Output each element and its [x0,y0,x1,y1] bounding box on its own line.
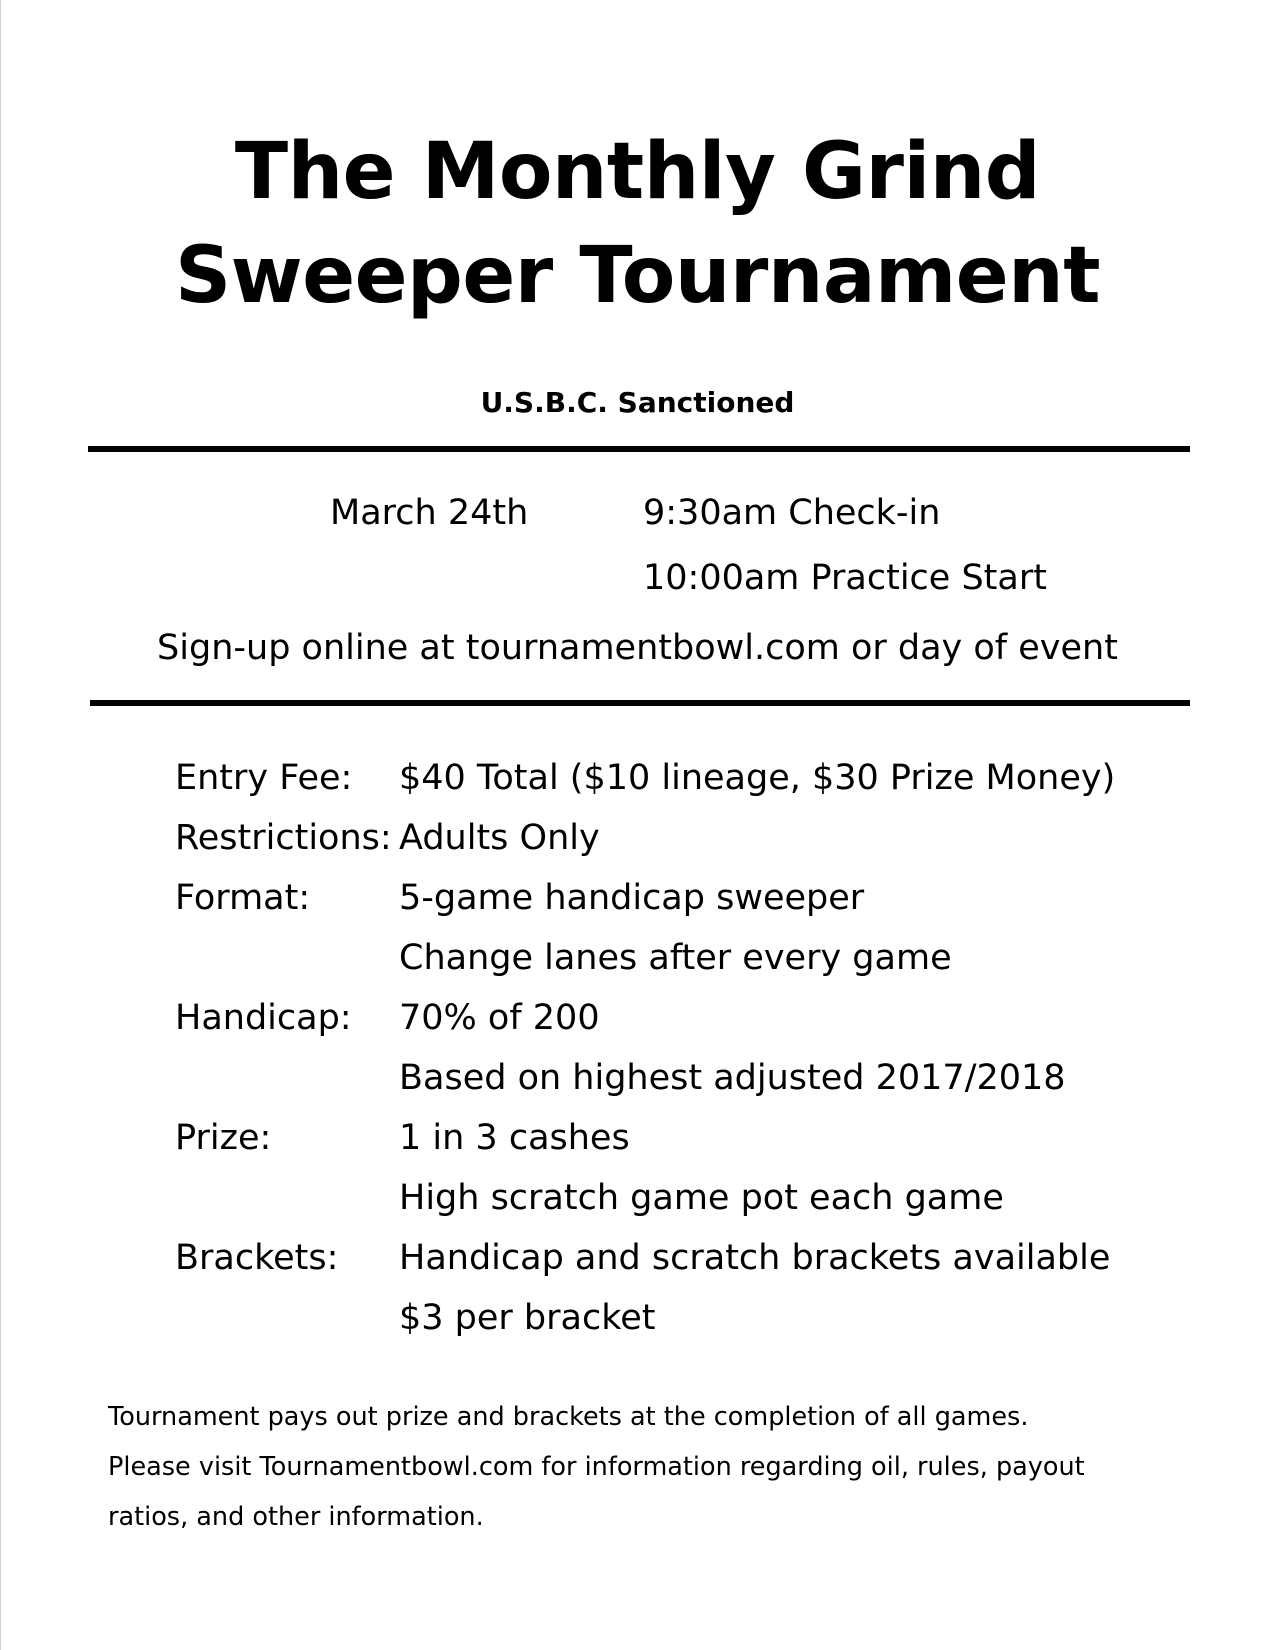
detail-value: Handicap and scratch brackets available [399,1238,1111,1278]
detail-label: Handicap: [175,998,352,1038]
practice-time: 10:00am Practice Start [643,558,1047,598]
detail-label: Entry Fee: [175,758,353,798]
page-title [0,120,1275,328]
detail-row [175,1108,1225,1168]
footer-note [108,1392,1188,1542]
title-line-1: The Monthly Grind [234,127,1041,217]
detail-value: Change lanes after every game [399,938,952,978]
detail-row [175,1048,1225,1108]
bottom-divider [90,700,1190,706]
detail-label: Format: [175,878,311,918]
detail-value: 70% of 200 [399,998,600,1038]
signup-info: Sign-up online at tournamentbowl.com or day of event [157,628,1118,668]
detail-row [175,1168,1225,1228]
event-date: March 24th [330,493,529,533]
detail-value: Adults Only [399,818,600,858]
detail-row [175,928,1225,988]
detail-row [175,868,1225,928]
detail-row [175,808,1225,868]
footer-line-1: Tournament pays out prize and brackets at the completion of all games. [108,1402,1029,1432]
sanction-label: U.S.B.C. Sanctioned [480,386,795,419]
detail-value: $3 per bracket [399,1298,656,1338]
top-divider [88,446,1190,452]
detail-row [175,988,1225,1048]
detail-row [175,1228,1225,1288]
details-list [175,748,1225,1348]
checkin-time: 9:30am Check-in [643,493,941,533]
detail-label: Brackets: [175,1238,339,1278]
detail-value: 1 in 3 cashes [399,1118,630,1158]
detail-label: Prize: [175,1118,272,1158]
detail-value: 5-game handicap sweeper [399,878,865,918]
detail-value: Based on highest adjusted 2017/2018 [399,1058,1066,1098]
detail-value: High scratch game pot each game [399,1178,1004,1218]
detail-row [175,1288,1225,1348]
footer-line-3: ratios, and other information. [108,1502,484,1532]
footer-line-2: Please visit Tournamentbowl.com for information regarding oil, rules, payout [108,1452,1085,1482]
detail-value: $40 Total ($10 lineage, $30 Prize Money) [399,758,1116,798]
detail-row [175,748,1225,808]
title-line-2: Sweeper Tournament [175,231,1100,321]
detail-label: Restrictions: [175,818,392,858]
